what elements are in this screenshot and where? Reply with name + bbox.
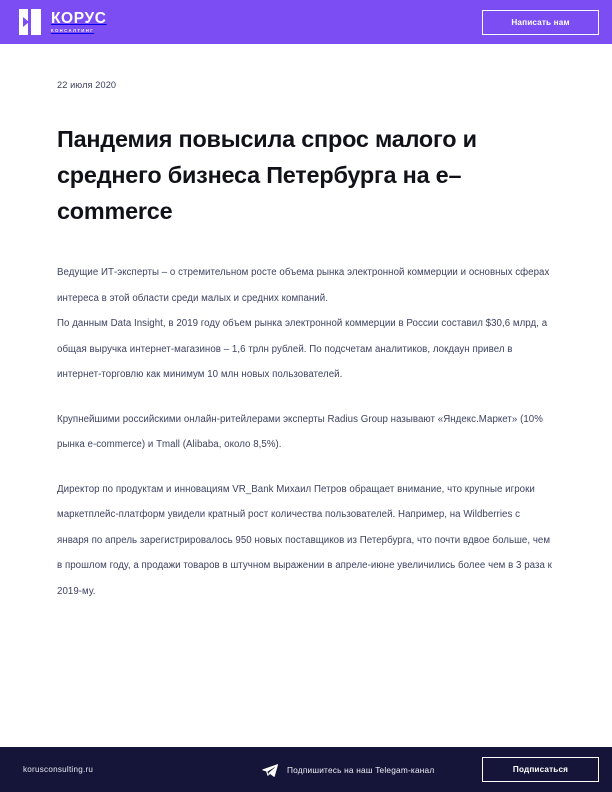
subscribe-button[interactable]: Подписаться <box>482 757 599 782</box>
article-paragraph: По данным Data Insight, в 2019 году объем рынка электронной коммерции в России составил $30,6 млрд, а общая выручка интернет-магазинов – 1,6 трлн рублей. По подсчетам аналитиков, локдаун привел в интернет-торговлю как минимум 10 млн новых пользователей. <box>57 318 548 380</box>
site-footer <box>0 747 612 792</box>
telegram-icon <box>262 763 278 777</box>
article-paragraph: Крупнейшими российскими онлайн-ритейлерами эксперты Radius Group называют «Яндекс.Маркет» (10% рынка e-commerce) и Tmall (Alibaba, около 8,5%). <box>57 413 543 450</box>
article-paragraph: Директор по продуктам и инновациям VR_Bank Михаил Петров обращает внимание, что крупные игроки маркетплейс-платформ увидели кратный рост количества пользователей. Например, на Wildberries с января по апрель зарегистрировалось 950 новых поставщиков из Петербурга, что почти вдвое больше, чем в прошлом году, а продажи товаров в штучном выражении в апреле-июне увеличились более чем в 3 раза к 2019-му. <box>57 483 552 597</box>
brand-wordmark <box>51 11 107 33</box>
article-date: 22 июля 2020 <box>57 80 117 90</box>
brand-logo[interactable] <box>19 9 107 35</box>
contact-us-button[interactable]: Написать нам <box>482 10 599 35</box>
korus-logo-icon <box>19 9 44 35</box>
brand-subtitle: КОНСАЛТИНГ <box>51 27 94 33</box>
brand-name: КОРУС <box>51 9 107 27</box>
footer-telegram-block <box>262 763 434 777</box>
footer-site-link[interactable]: korusconsulting.ru <box>23 765 94 774</box>
article-body <box>57 260 554 604</box>
footer-telegram-text: Подпишитесь на наш Telegam-канал <box>287 764 435 775</box>
page-title: Пандемия повысила спрос малого и среднего бизнеса Петербурга на e–commerce <box>57 126 477 224</box>
article-paragraph: Ведущие ИТ-эксперты – о стремительном росте объема рынка электронной коммерции и основных сферах интереса в этой области среди малых и средних компаний. <box>57 267 550 304</box>
article-main <box>0 44 612 747</box>
site-header <box>0 0 612 44</box>
